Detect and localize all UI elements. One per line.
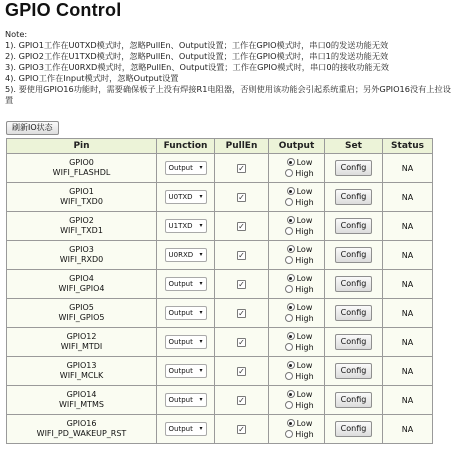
set-cell [325,154,383,183]
output-high-label: High [295,401,314,410]
chevron-down-icon: ▾ [199,251,203,258]
radio-high[interactable] [285,169,293,177]
pullen-cell [215,415,269,444]
pullen-checkbox[interactable] [237,425,246,434]
output-high-label: High [295,314,314,323]
output-high-label: High [295,285,314,294]
table-row [7,183,433,212]
status-cell: NA [383,386,433,415]
pullen-checkbox[interactable] [237,309,246,318]
gpio-table [6,138,433,444]
check-icon: ✓ [238,308,245,318]
function-cell [157,328,215,357]
output-low-option[interactable] [275,244,324,255]
function-select[interactable] [165,335,207,349]
output-low-option[interactable] [275,331,324,342]
config-button[interactable]: Config [335,334,373,350]
output-low-option[interactable] [275,302,324,313]
output-low-option[interactable] [275,186,324,197]
output-high-option[interactable] [275,313,324,324]
pullen-checkbox[interactable] [237,396,246,405]
pullen-cell [215,183,269,212]
output-high-label: High [295,343,314,352]
chevron-down-icon: ▾ [199,425,203,432]
output-high-label: High [295,256,314,265]
function-cell [157,357,215,386]
pin-cell [7,386,157,415]
header-pullen: PullEn [215,139,269,154]
function-cell [157,183,215,212]
pin-gpio-name: GPIO16 [66,419,97,428]
config-button[interactable]: Config [335,276,373,292]
radio-high[interactable] [285,372,293,380]
chevron-down-icon: ▾ [199,309,203,316]
radio-low[interactable] [287,274,295,282]
set-cell [325,299,383,328]
output-cell [269,241,325,270]
set-cell [325,212,383,241]
radio-high[interactable] [285,285,293,293]
status-cell: NA [383,183,433,212]
chevron-down-icon: ▾ [199,367,203,374]
pin-gpio-name: GPIO3 [69,245,94,254]
pin-gpio-name: GPIO13 [66,361,97,370]
pin-gpio-name: GPIO4 [69,274,94,283]
header-status: Status [383,139,433,154]
output-high-label: High [295,227,314,236]
output-low-label: Low [296,158,313,167]
pin-wifi-name: WIFI_TXD1 [60,226,103,235]
pin-cell [7,270,157,299]
pullen-cell [215,241,269,270]
radio-low[interactable] [287,303,295,311]
pullen-cell [215,386,269,415]
table-row [7,328,433,357]
output-high-label: High [295,198,314,207]
pin-cell [7,328,157,357]
config-button[interactable]: Config [335,305,373,321]
pin-cell [7,212,157,241]
function-select[interactable] [165,422,207,436]
function-select[interactable] [165,248,207,262]
chevron-down-icon: ▾ [199,280,203,287]
radio-low[interactable] [287,158,295,166]
output-high-label: High [295,430,314,439]
output-high-option[interactable] [275,168,324,179]
config-button[interactable]: Config [335,421,373,437]
header-function: Function [157,139,215,154]
function-selected-value: U0RXD [168,251,194,259]
note-line: 5). 要使用GPIO16功能时，需要确保板子上没有焊接R1电阻器，否则使用该功能会引起系统重启；另外GPIO16没有上拉设置 [5,84,451,105]
pin-wifi-name: WIFI_MTMS [59,400,104,409]
output-cell [269,154,325,183]
check-icon: ✓ [238,395,245,405]
radio-high[interactable] [285,314,293,322]
function-selected-value: Output [168,367,193,375]
output-cell [269,415,325,444]
output-low-option[interactable] [275,418,324,429]
chevron-down-icon: ▾ [199,222,203,229]
radio-high[interactable] [285,198,293,206]
note-line: 3). GPIO3工作在U0RXD模式时，忽略PullEn、Output设置；工作在GPIO模式时，串口0的接收功能无效 [5,62,389,72]
pin-wifi-name: WIFI_GPIO5 [58,313,105,322]
output-cell [269,299,325,328]
output-high-option[interactable] [275,197,324,208]
radio-low[interactable] [287,361,295,369]
function-cell [157,415,215,444]
radio-high[interactable] [285,401,293,409]
status-cell: NA [383,241,433,270]
config-button[interactable]: Config [335,392,373,408]
pin-gpio-name: GPIO2 [69,216,94,225]
config-button[interactable]: Config [335,160,373,176]
pullen-cell [215,270,269,299]
function-cell [157,241,215,270]
output-low-option[interactable] [275,389,324,400]
output-high-option[interactable] [275,400,324,411]
notes-section [5,29,451,106]
output-high-option[interactable] [275,284,324,295]
output-cell [269,328,325,357]
pullen-checkbox[interactable] [237,367,246,376]
pin-cell [7,299,157,328]
config-button[interactable]: Config [335,363,373,379]
check-icon: ✓ [238,192,245,202]
config-button[interactable]: Config [335,218,373,234]
pin-wifi-name: WIFI_MTDI [60,342,103,351]
pin-cell [7,357,157,386]
pin-cell [7,415,157,444]
function-select[interactable] [165,161,207,175]
function-select[interactable] [165,393,207,407]
output-low-label: Low [296,274,313,283]
output-low-label: Low [296,216,313,225]
set-cell [325,357,383,386]
function-cell [157,270,215,299]
set-cell [325,328,383,357]
output-low-option[interactable] [275,215,324,226]
chevron-down-icon: ▾ [199,164,203,171]
output-high-label: High [295,372,314,381]
pin-wifi-name: WIFI_MCLK [59,371,104,380]
radio-low[interactable] [287,390,295,398]
output-low-label: Low [296,390,313,399]
pin-wifi-name: WIFI_FLASHDL [52,168,111,177]
check-icon: ✓ [238,337,245,347]
pin-wifi-name: WIFI_TXD0 [60,197,103,206]
output-low-label: Low [296,187,313,196]
check-icon: ✓ [238,221,245,231]
note-line: 2). GPIO2工作在U1TXD模式时，忽略PullEn、Output设置；工作在GPIO模式时，串口1的发送功能无效 [5,51,389,61]
function-cell [157,154,215,183]
check-icon: ✓ [238,163,245,173]
pullen-checkbox[interactable] [237,222,246,231]
output-high-option[interactable] [275,429,324,440]
pullen-checkbox[interactable] [237,164,246,173]
status-cell: NA [383,270,433,299]
pullen-checkbox[interactable] [237,280,246,289]
pin-cell [7,241,157,270]
check-icon: ✓ [238,366,245,376]
output-low-label: Low [296,303,313,312]
status-cell: NA [383,357,433,386]
pin-gpio-name: GPIO5 [69,303,94,312]
output-low-label: Low [296,419,313,428]
output-high-option[interactable] [275,371,324,382]
pullen-cell [215,328,269,357]
function-selected-value: Output [168,164,193,172]
set-cell [325,386,383,415]
function-selected-value: Output [168,309,193,317]
status-cell: NA [383,299,433,328]
output-cell [269,357,325,386]
function-selected-value: Output [168,425,193,433]
note-heading: Note: [5,29,28,39]
radio-low[interactable] [287,419,295,427]
pin-gpio-name: GPIO0 [69,158,94,167]
function-cell [157,212,215,241]
set-cell [325,415,383,444]
table-row [7,357,433,386]
pullen-cell [215,299,269,328]
header-pin: Pin [7,139,157,154]
chevron-down-icon: ▾ [199,338,203,345]
pullen-checkbox[interactable] [237,193,246,202]
output-low-label: Low [296,361,313,370]
status-cell: NA [383,415,433,444]
pin-wifi-name: WIFI_RXD0 [59,255,104,264]
output-low-label: Low [296,245,313,254]
function-selected-value: Output [168,280,193,288]
function-selected-value: U1TXD [168,222,193,230]
radio-low[interactable] [287,245,295,253]
output-low-option[interactable] [275,273,324,284]
pullen-cell [215,212,269,241]
refresh-io-status-button[interactable]: 刷新IO状态 [6,121,59,135]
page-title: GPIO Control [5,0,122,20]
radio-high[interactable] [285,256,293,264]
output-low-option[interactable] [275,157,324,168]
note-line: 4). GPIO工作在Input模式时，忽略Output设置 [5,73,179,83]
config-button[interactable]: Config [335,189,373,205]
pin-gpio-name: GPIO1 [69,187,94,196]
check-icon: ✓ [238,279,245,289]
header-output: Output [269,139,325,154]
function-select[interactable] [165,277,207,291]
pullen-cell [215,154,269,183]
radio-high[interactable] [285,227,293,235]
table-row [7,415,433,444]
set-cell [325,270,383,299]
pin-gpio-name: GPIO12 [66,332,97,341]
pullen-checkbox[interactable] [237,338,246,347]
radio-high[interactable] [285,343,293,351]
function-selected-value: U0TXD [168,193,193,201]
radio-low[interactable] [287,216,295,224]
status-cell: NA [383,154,433,183]
chevron-down-icon: ▾ [199,193,203,200]
table-header-row [7,139,433,154]
function-select[interactable] [165,190,207,204]
table-row [7,154,433,183]
set-cell [325,183,383,212]
chevron-down-icon: ▾ [199,396,203,403]
pin-cell [7,154,157,183]
table-row [7,212,433,241]
output-cell [269,386,325,415]
check-icon: ✓ [238,424,245,434]
function-select[interactable] [165,219,207,233]
function-select[interactable] [165,306,207,320]
radio-low[interactable] [287,187,295,195]
table-row [7,299,433,328]
function-cell [157,386,215,415]
status-cell: NA [383,328,433,357]
output-cell [269,270,325,299]
pin-wifi-name: WIFI_GPIO4 [58,284,105,293]
output-low-label: Low [296,332,313,341]
function-selected-value: Output [168,338,193,346]
note-line: 1). GPIO1工作在U0TXD模式时，忽略PullEn、Output设置；工作在GPIO模式时，串口0的发送功能无效 [5,40,389,50]
config-button[interactable]: Config [335,247,373,263]
output-high-option[interactable] [275,342,324,353]
pin-gpio-name: GPIO14 [66,390,97,399]
function-selected-value: Output [168,396,193,404]
pin-wifi-name: WIFI_PD_WAKEUP_RST [36,429,127,438]
set-cell [325,241,383,270]
pin-cell [7,183,157,212]
output-low-option[interactable] [275,360,324,371]
table-row [7,270,433,299]
output-cell [269,212,325,241]
function-select[interactable] [165,364,207,378]
output-high-option[interactable] [275,226,324,237]
pullen-checkbox[interactable] [237,251,246,260]
table-row [7,386,433,415]
header-set: Set [325,139,383,154]
check-icon: ✓ [238,250,245,260]
radio-low[interactable] [287,332,295,340]
output-cell [269,183,325,212]
output-high-option[interactable] [275,255,324,266]
status-cell: NA [383,212,433,241]
radio-high[interactable] [285,430,293,438]
function-cell [157,299,215,328]
pullen-cell [215,357,269,386]
output-high-label: High [295,169,314,178]
table-row [7,241,433,270]
